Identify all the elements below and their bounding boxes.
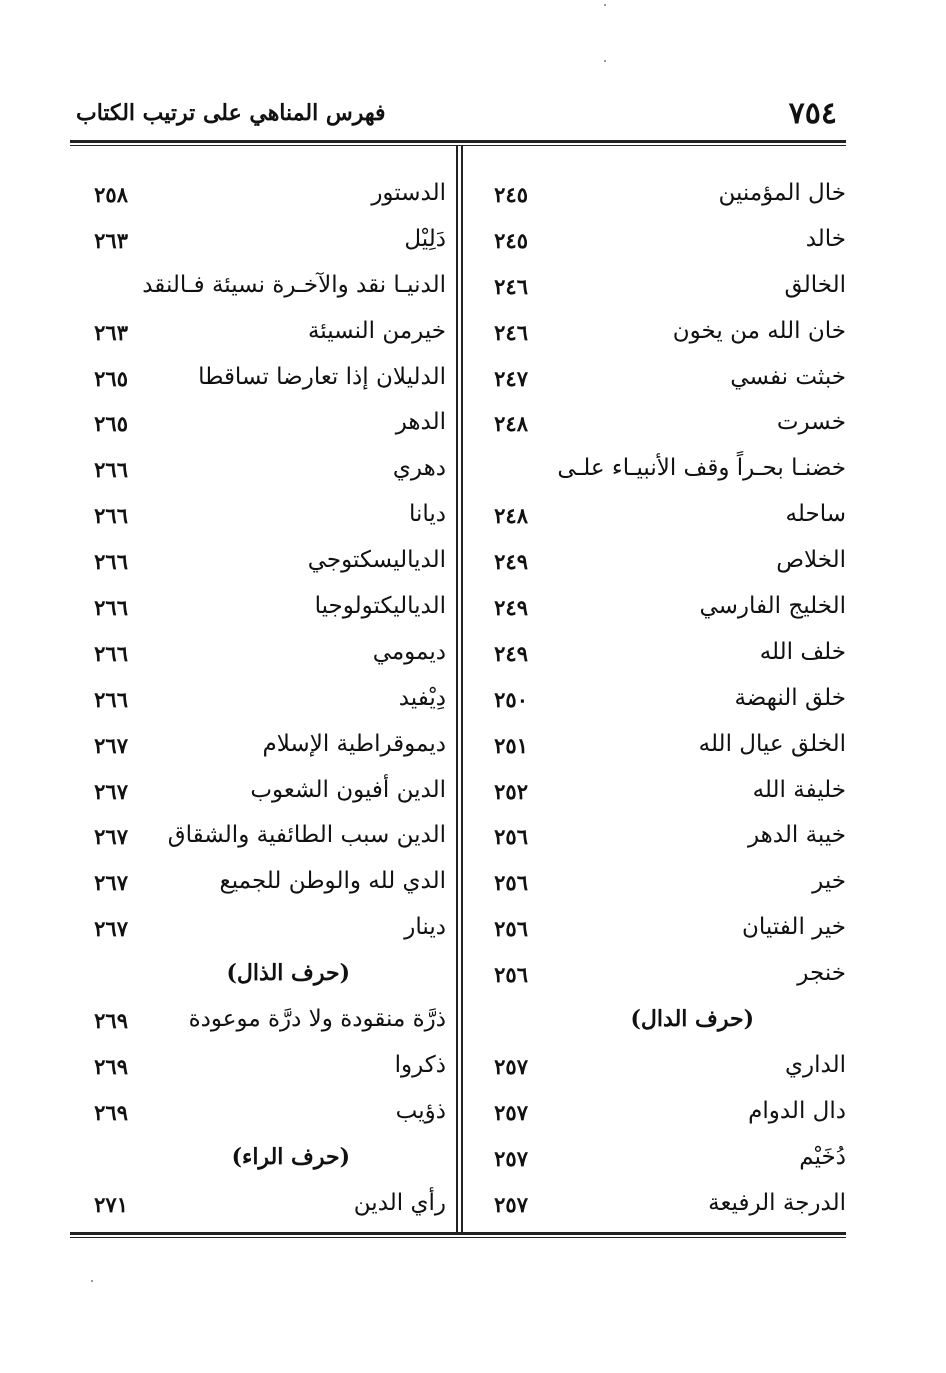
- index-term: الخلاص: [776, 547, 846, 574]
- index-page-number: ٢٦٦: [94, 686, 128, 712]
- index-term: الدنيـا نقد والآخـرة نسيئة فـالنقد: [142, 271, 446, 298]
- index-page-number: ٢٤٥: [494, 227, 528, 253]
- index-entry: [468, 174, 846, 220]
- index-page-number: ٢٥٦: [494, 916, 528, 942]
- index-entry: [70, 725, 446, 771]
- index-entry: [468, 403, 846, 449]
- index-page-number: ٢٥٢: [494, 778, 528, 804]
- index-entry: [70, 679, 446, 725]
- scan-speck: [604, 60, 606, 62]
- index-entry: [468, 358, 846, 404]
- index-entry: [70, 816, 446, 862]
- index-term: خير الفتيان: [742, 914, 846, 941]
- index-term: خضنـا بحـراً وقف الأنبيـاء علـى: [557, 455, 846, 482]
- index-entry: [468, 725, 846, 771]
- index-entry: [70, 1092, 446, 1138]
- index-entry: [70, 1046, 446, 1092]
- index-page-number: ٢٦٩: [94, 1099, 128, 1125]
- index-term: ساحله: [785, 501, 846, 528]
- index-term: الدين أفيون الشعوب: [250, 776, 446, 803]
- index-entry: [70, 495, 446, 541]
- index-term: الدهر: [395, 409, 446, 436]
- index-page-number: ٢٦٣: [94, 319, 128, 345]
- index-term: ذؤيب: [395, 1097, 446, 1124]
- index-entry: [70, 1184, 446, 1230]
- index-term: خال المؤمنين: [718, 180, 846, 206]
- index-column-left: [70, 174, 446, 1229]
- letter-section-heading: [70, 954, 446, 1000]
- index-term: الدين سبب الطائفية والشقاق: [167, 822, 446, 849]
- index-page-number: ٢٤٨: [494, 503, 528, 529]
- index-entry: [70, 220, 446, 266]
- letter-section-heading: [70, 1138, 446, 1184]
- index-entry: [468, 771, 846, 817]
- index-page-number: ٢٥١: [494, 732, 528, 758]
- index-term: الدي لله والوطن للجميع: [219, 868, 446, 895]
- index-entry: [468, 954, 846, 1000]
- index-term: ذكروا: [394, 1051, 446, 1078]
- index-entry: [70, 312, 446, 358]
- index-term: دال الدوام: [748, 1097, 846, 1124]
- index-page-number: ٢٤٩: [494, 640, 528, 666]
- index-entry: [468, 908, 846, 954]
- index-entry: [70, 587, 446, 633]
- index-entry: [70, 449, 446, 495]
- index-page-number: ٢٦٩: [94, 1053, 128, 1079]
- index-column-right: [468, 174, 846, 1229]
- index-term: الدياليكتولوجيا: [314, 593, 446, 620]
- index-term: دِيْفيد: [398, 684, 446, 711]
- index-entry: [70, 1000, 446, 1046]
- page-number: ٧٥٤: [788, 96, 837, 131]
- index-entry: [468, 1046, 846, 1092]
- index-page-number: ٢٤٩: [494, 595, 528, 621]
- index-term: الداري: [785, 1051, 846, 1078]
- index-entry: [468, 679, 846, 725]
- index-term: خان الله من يخون: [672, 317, 846, 344]
- index-term: خيرمن النسيئة: [307, 317, 446, 344]
- index-page-number: ٢٤٦: [494, 273, 528, 299]
- index-entry: [468, 587, 846, 633]
- index-entry: [468, 541, 846, 587]
- index-term: خير: [812, 868, 846, 895]
- index-page-number: ٢٧١: [94, 1191, 128, 1217]
- index-page-number: ٢٥٦: [494, 962, 528, 988]
- index-term: دَلِيْل: [404, 225, 446, 252]
- scan-speck: [604, 4, 606, 6]
- index-term: خالد: [805, 225, 846, 252]
- index-page-number: ٢٦٩: [94, 1008, 128, 1034]
- index-term: دُخَيْم: [799, 1143, 846, 1170]
- index-entry: [468, 633, 846, 679]
- running-title: فهرس المناهي على ترتيب الكتاب: [76, 100, 386, 126]
- index-page-number: ٢٦٧: [94, 778, 128, 804]
- index-page-number: ٢٥٦: [494, 870, 528, 896]
- index-page-number: ٢٦٥: [94, 411, 128, 437]
- section-heading-text: (حرف الذال): [226, 960, 350, 987]
- index-term: ديانا: [408, 501, 446, 528]
- index-entry: [468, 862, 846, 908]
- index-entry: [468, 220, 846, 266]
- index-term: الدرجة الرفيعة: [708, 1189, 846, 1216]
- index-term: خبثت نفسي: [730, 363, 846, 390]
- index-term: ديموقراطية الإسلام: [262, 730, 446, 757]
- index-entry: [468, 1138, 846, 1184]
- index-term: خلف الله: [759, 638, 846, 665]
- index-page-number: ٢٥٧: [494, 1053, 528, 1079]
- index-page-number: ٢٤٦: [494, 319, 528, 345]
- index-page-number: ٢٦٦: [94, 549, 128, 575]
- index-entry: [468, 449, 846, 495]
- index-page-number: ٢٦٧: [94, 916, 128, 942]
- footer-rule-thin: [70, 1237, 846, 1238]
- index-page-number: ٢٦٣: [94, 227, 128, 253]
- index-term: ديمومي: [372, 638, 446, 665]
- footer-rule-thick: [70, 1232, 846, 1235]
- index-page-number: ٢٥٧: [494, 1099, 528, 1125]
- page-header: [70, 96, 845, 140]
- index-entry: [70, 908, 446, 954]
- section-heading-text: (حرف الراء): [231, 1143, 350, 1170]
- index-entry: [70, 771, 446, 817]
- header-rule-thick: [70, 140, 846, 143]
- index-term: خنجر: [797, 960, 846, 987]
- index-page-number: ٢٦٧: [94, 824, 128, 850]
- index-page-number: ٢٤٥: [494, 182, 528, 207]
- index-page-number: ٢٤٨: [494, 411, 528, 437]
- index-term: الخلق عيال الله: [698, 730, 846, 757]
- index-term: خيبة الدهر: [747, 822, 846, 849]
- index-term: دينار: [404, 914, 446, 941]
- index-page-number: ٢٦٦: [94, 640, 128, 666]
- index-term: خسرت: [776, 409, 846, 436]
- index-page-number: ٢٦٧: [94, 870, 128, 896]
- index-entry: [70, 403, 446, 449]
- index-page-number: ٢٦٥: [94, 365, 128, 391]
- column-divider: [461, 146, 463, 1232]
- index-page-number: ٢٥٧: [494, 1191, 528, 1217]
- scan-speck: [91, 1280, 93, 1282]
- index-entry: [70, 174, 446, 220]
- index-page-number: ٢٦٦: [94, 457, 128, 483]
- index-entry: [70, 358, 446, 404]
- letter-section-heading: [468, 1000, 846, 1046]
- index-page-number: ٢٥٧: [494, 1145, 528, 1171]
- index-entry: [70, 541, 446, 587]
- index-term: ذرَّة منقودة ولا درَّة موعودة: [188, 1006, 446, 1033]
- index-term: الدياليسكتوجي: [307, 547, 446, 574]
- index-term: الدستور: [371, 180, 446, 206]
- index-entry: [468, 495, 846, 541]
- index-page-number: ٢٦٧: [94, 732, 128, 758]
- index-entry: [70, 862, 446, 908]
- index-term: خليفة الله: [752, 776, 846, 803]
- index-term: خلق النهضة: [734, 684, 846, 711]
- index-entry: [70, 633, 446, 679]
- section-heading-text: (حرف الدال): [630, 1006, 754, 1033]
- index-term: رأي الدين: [353, 1189, 446, 1216]
- index-page-number: ٢٥٦: [494, 824, 528, 850]
- index-page-number: ٢٥٠: [494, 686, 528, 712]
- column-divider: [456, 146, 458, 1232]
- index-entry: [70, 266, 446, 312]
- index-entry: [468, 312, 846, 358]
- index-term: دهري: [392, 455, 446, 482]
- header-rule-thin: [70, 145, 846, 146]
- index-entry: [468, 1092, 846, 1138]
- index-entry: [468, 266, 846, 312]
- index-page-number: ٢٥٨: [94, 182, 128, 207]
- index-term: الخالق: [784, 271, 846, 298]
- index-page-number: ٢٦٦: [94, 503, 128, 529]
- index-term: الخليج الفارسي: [699, 593, 846, 620]
- index-entry: [468, 1184, 846, 1230]
- index-term: الدليلان إذا تعارضا تساقطا: [198, 363, 446, 390]
- index-page-number: ٢٤٩: [494, 549, 528, 575]
- index-page-number: ٢٦٦: [94, 595, 128, 621]
- index-page-number: ٢٤٧: [494, 365, 528, 391]
- index-entry: [468, 816, 846, 862]
